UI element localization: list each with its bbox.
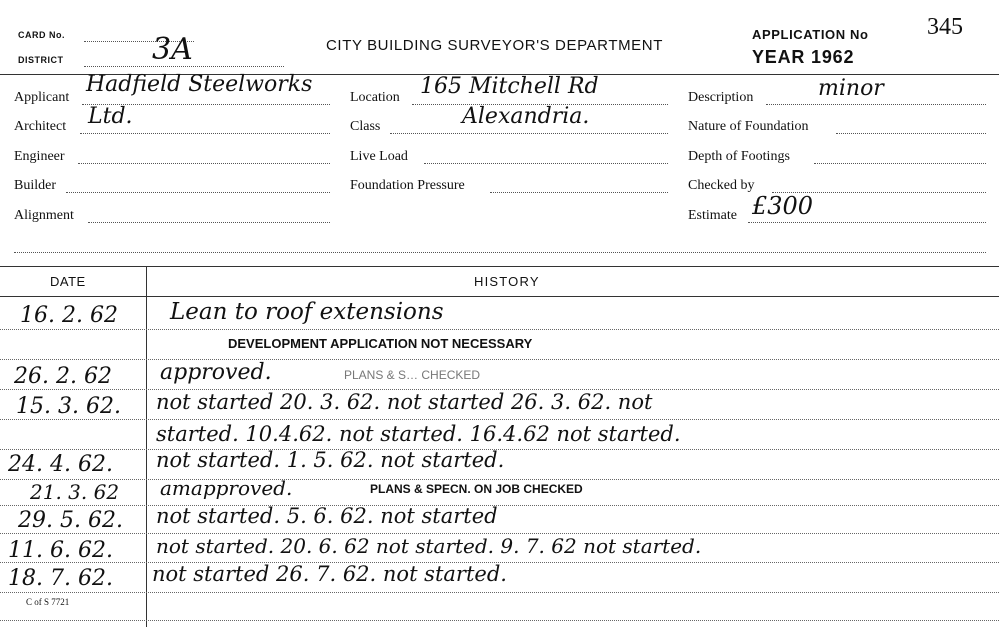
builder-label: Builder: [14, 178, 56, 193]
class-line: [390, 133, 668, 134]
nature-of-foundation-line: [836, 133, 986, 134]
application-label: APPLICATION No: [752, 27, 869, 42]
form-code: C of S 7721: [26, 597, 70, 607]
alignment-line: [88, 222, 330, 223]
application-number: 345: [927, 14, 963, 40]
history-row-text: Lean to roof extensions: [170, 299, 444, 325]
history-row-text: started. 10.4.62. not started. 16.4.62 not started.: [156, 422, 681, 446]
class-value: Alexandria.: [462, 104, 590, 129]
nature-of-foundation-label: Nature of Foundation: [688, 119, 809, 134]
class-label: Class: [350, 119, 381, 134]
department-title: CITY BUILDING SURVEYOR'S DEPARTMENT: [326, 37, 663, 54]
history-row-text: not started. 1. 5. 62. not started.: [156, 448, 505, 472]
description-line: [766, 104, 986, 105]
estimate-value: £300: [752, 192, 814, 220]
history-row-date: 11. 6. 62.: [8, 538, 113, 563]
alignment-label: Alignment: [14, 208, 74, 223]
estimate-label: Estimate: [688, 208, 737, 223]
history-top-rule: [0, 266, 999, 267]
history-header: HISTORY: [474, 274, 540, 289]
applicant-label: Applicant: [14, 90, 70, 105]
applicant-value: Hadfield Steelworks: [86, 72, 313, 97]
row-rule: [0, 419, 999, 420]
history-row-text: not started. 20. 6. 62 not started. 9. 7. 62 not started.: [156, 534, 702, 558]
history-header-rule: [0, 296, 999, 297]
district-value: 3A: [152, 32, 193, 67]
history-row-stamp: PLANS & SPECN. ON JOB CHECKED: [370, 482, 583, 496]
architect-label: Architect: [14, 119, 67, 134]
history-row-text: not started 20. 3. 62. not started 26. 3. 62. not: [156, 390, 653, 414]
depth-of-footings-label: Depth of Footings: [688, 149, 790, 164]
history-row-stamp: DEVELOPMENT APPLICATION NOT NECESSARY: [228, 336, 533, 351]
row-rule: [0, 479, 999, 480]
row-rule: [0, 592, 999, 593]
date-column-divider: [146, 266, 147, 627]
location-label: Location: [350, 90, 400, 105]
history-row-date: 18. 7. 62.: [8, 566, 113, 591]
history-row-date: 26. 2. 62: [14, 364, 112, 389]
engineer-line: [78, 163, 330, 164]
history-row-date: 16. 2. 62: [20, 303, 118, 328]
checked-by-label: Checked by: [688, 178, 755, 193]
history-row-date: 15. 3. 62.: [16, 394, 121, 419]
architect-value: Ltd.: [88, 104, 133, 129]
foundation-pressure-line: [490, 192, 668, 193]
row-rule: [0, 505, 999, 506]
history-row-text: amapproved.: [160, 476, 293, 500]
depth-of-footings-line: [814, 163, 986, 164]
row-rule: [0, 329, 999, 330]
architect-line: [80, 133, 330, 134]
live-load-label: Live Load: [350, 149, 408, 164]
row-rule: [0, 620, 999, 621]
blank-line: [14, 252, 986, 253]
district-label: DISTRICT: [18, 55, 64, 65]
description-value: minor: [818, 76, 884, 101]
description-label: Description: [688, 90, 754, 105]
history-row-text: not started. 5. 6. 62. not started: [156, 504, 498, 528]
card-no-label: CARD No.: [18, 30, 65, 40]
history-row-date: 29. 5. 62.: [18, 508, 123, 533]
history-row-date: 21. 3. 62: [30, 480, 120, 504]
builder-line: [66, 192, 330, 193]
estimate-line: [748, 222, 986, 223]
history-row-text: approved.: [160, 360, 272, 385]
foundation-pressure-label: Foundation Pressure: [350, 178, 465, 193]
year-label: YEAR 1962: [752, 47, 855, 67]
row-rule: [0, 359, 999, 360]
engineer-label: Engineer: [14, 149, 65, 164]
history-row-text: not started 26. 7. 62. not started.: [152, 562, 507, 586]
live-load-line: [424, 163, 668, 164]
location-value: 165 Mitchell Rd: [420, 74, 599, 99]
history-row-date: 24. 4. 62.: [8, 452, 113, 477]
history-row-stamp: PLANS & S… CHECKED: [344, 368, 481, 382]
date-header: DATE: [50, 274, 86, 289]
